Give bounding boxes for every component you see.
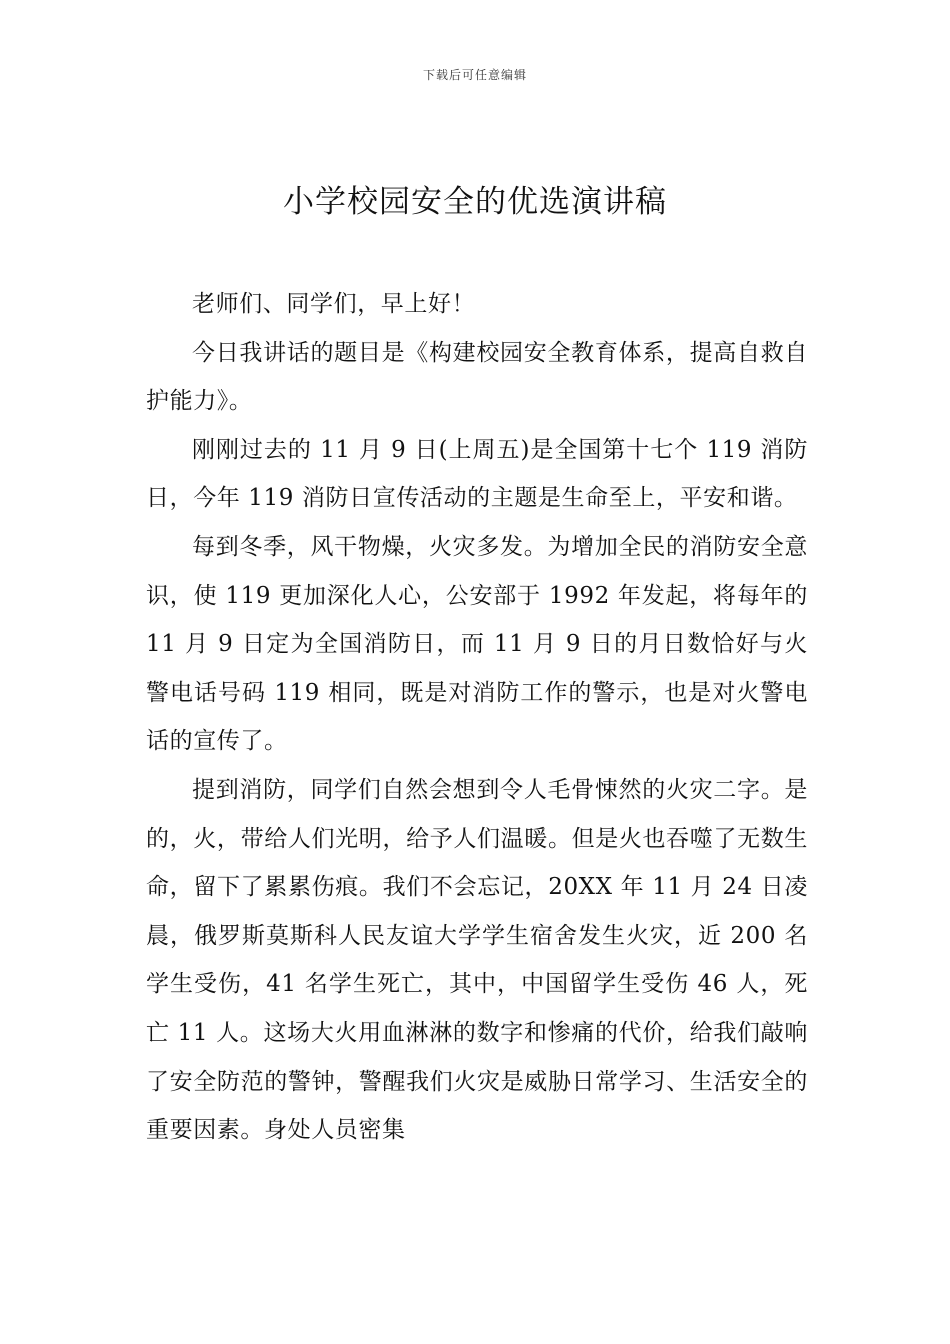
- document-title: 小学校园安全的优选演讲稿: [283, 184, 667, 220]
- paragraph: 提到消防，同学们自然会想到令人毛骨悚然的火灾二字。是的，火，带给人们光明，给予人们温暖。但是火也吞噬了无数生命，留下了累累伤痕。我们不会忘记，20XX 年 11 月 24 日凌晨，俄罗斯莫斯科人民友谊大学学生宿舍发生火灾，近 200 名学生受伤，41 名学生死亡，其中，中国留学生受伤 46 人，死亡 11 人。这场大火用血淋淋的数字和惨痛的代价，给我们敲响了安全防范的警钟，警醒我们火灾是威胁日常学习、生活安全的重要因素。身处人员密集: [146, 776, 808, 1144]
- document-body: [146, 280, 808, 1155]
- paragraph: 刚刚过去的 11 月 9 日(上周五)是全国第十七个 119 消防日，今年 119 消防日宣传活动的主题是生命至上，平安和谐。: [146, 436, 808, 512]
- paragraph: 今日我讲话的题目是《构建校园安全教育体系，提高自救自护能力》。: [146, 339, 808, 415]
- paragraph: 老师们、同学们，早上好！: [192, 291, 476, 317]
- paragraph: 每到冬季，风干物燥，火灾多发。为增加全民的消防安全意识，使 119 更加深化人心，公安部于 1992 年发起，将每年的 11 月 9 日定为全国消防日，而 11 月 9 日的月日数恰好与火警电话号码 119 相同，既是对消防工作的警示，也是对火警电话的宣传了。: [146, 533, 808, 755]
- header-note: 下载后可任意编辑: [422, 68, 527, 82]
